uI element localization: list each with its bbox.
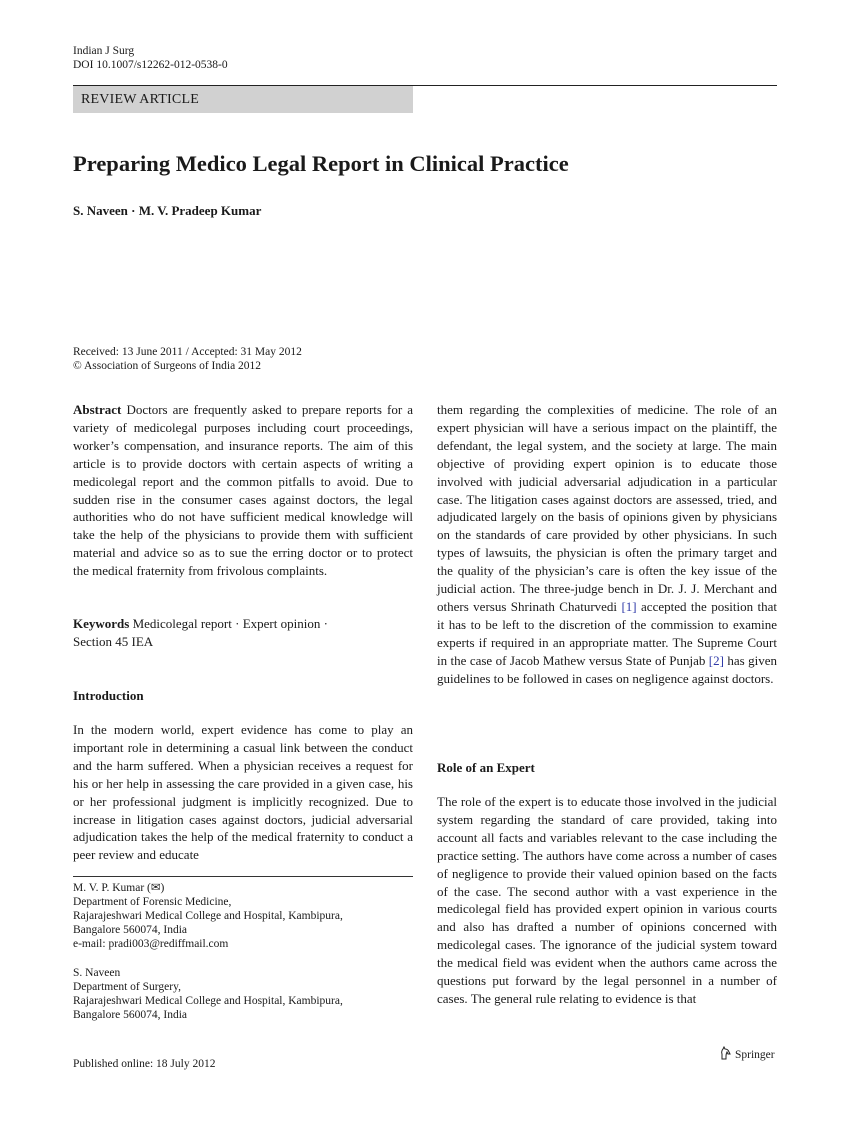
keywords-label: Keywords: [73, 616, 130, 631]
affiliation-2-city: Bangalore 560074, India: [73, 1009, 188, 1021]
affiliation-1: [73, 881, 413, 951]
author-list: S. Naveen · M. V. Pradeep Kumar: [73, 203, 262, 218]
introduction-text: [73, 721, 413, 864]
doi: DOI 10.1007/s12262-012-0538-0: [73, 59, 228, 71]
para1-part-a: them regarding the complexities of medicine. The role of an expert physician will have a serious impact on the plaintiff, the defendant, the legal system, and the society at large. The main objective of providing expert opinion is to educate those involved with judicial adversarial adjudication in a particular case. The litigation cases against doctors are assessed, tried, and adjudicated largely on the basis of opinions given by physicians on the standards of care provided by other physicians. In such types of lawsuits, the physician is often the primary target and the quality of the physician’s care is often the key issue of the judicial action. The three-judge bench in Dr. J. J. Merchant and others versus Shrinath Chaturvedi: [437, 402, 777, 614]
article-type-banner: REVIEW ARTICLE: [73, 86, 413, 113]
affiliation-1-dept: Department of Forensic Medicine,: [73, 896, 232, 908]
para1-part-b: accepted the position that it has to be left to the discretion of the commission to examine experts if required in an appropriate matter. The Supreme Court in the case of Jacob Mathew versus State of Punjab: [437, 598, 777, 668]
abstract: [73, 401, 413, 580]
keywords-line1: Medicolegal report · Expert opinion ·: [132, 616, 328, 631]
affiliation-2-name: S. Naveen: [73, 967, 121, 979]
reference-1-link[interactable]: [1]: [621, 598, 637, 614]
abstract-text: Doctors are frequently asked to prepare reports for a variety of medicolegal purposes including court proceedings, worker’s compensation, and insurance reports. The aim of this article is to provide doctors with certain aspects of writing a medicolegal report and the common pitfalls to avoid. Due to sudden rise in the consumer cases against doctors, the legal authorities who do not have sufficient medical knowledge will take the help of the physicians to provide them with sufficient material and advice so as to sue the erring doctor or to protect the medical fraternity from frivolous complaints.: [73, 402, 414, 579]
springer-logo: [719, 1046, 775, 1063]
role-of-expert-text: The role of the expert is to educate those involved in the judicial system regarding the standard of care provided, taking into account all facts and variables relevant to the case including the practice setting. The authors have come across a number of cases of negligence to provide their valued opinion based on the facts of the case. The second author with a vast experience in the medicolegal field has provided expert opinion in various courts and also has drafted a number of opinions concerned with medicolegal cases. The ignorance of the judicial system toward the medical field was evident when the authors came across the questions put forward by the legal personnel in a number of cases. The general rule relating to evidence is that: [437, 794, 777, 1006]
article-dates: [73, 345, 473, 373]
published-online: Published online: 18 July 2012: [73, 1058, 216, 1070]
springer-horse-icon: [719, 1046, 732, 1063]
copyright-text: Association of Surgeons of India 2012: [84, 360, 262, 372]
affiliation-1-email: e-mail: pradi003@rediffmail.com: [73, 938, 229, 950]
journal-name: Indian J Surg: [73, 45, 135, 57]
affiliation-2: [73, 966, 413, 1022]
abstract-label: Abstract: [73, 402, 122, 417]
footnote-rule: [73, 876, 413, 877]
para1-part-c: has given guidelines to be followed in cases on negligence against doctors.: [437, 652, 777, 686]
column-2-paragraph-2: [437, 793, 777, 1008]
affiliation-2-institution: Rajarajeshwari Medical College and Hospital, Kambipura,: [73, 995, 343, 1007]
article-title: Preparing Medico Legal Report in Clinical Practice: [73, 151, 569, 176]
affiliation-2-dept: Department of Surgery,: [73, 981, 181, 993]
introduction-paragraph: In the modern world, expert evidence has come to play an important role in determining a casual link between the conduct and the harm suffered. When a physician receives a request for his or her help in assessing the care provided in a given case, his or her professional judgment is implicitly recognized. Due to increase in litigation cases against doctors, judicial adversarial adjudication takes the help of the medical fraternity to conduct a peer review and educate: [73, 722, 413, 863]
springer-wordmark: Springer: [735, 1048, 775, 1061]
affiliation-1-name: M. V. P. Kumar (✉): [73, 882, 165, 894]
affiliation-1-city: Bangalore 560074, India: [73, 924, 188, 936]
keywords: [73, 615, 413, 651]
reference-2-link[interactable]: [2]: [708, 652, 724, 668]
received-accepted: Received: 13 June 2011 / Accepted: 31 May 2012: [73, 346, 302, 358]
keywords-line2: Section 45 IEA: [73, 634, 154, 649]
role-of-expert-heading: Role of an Expert: [437, 760, 535, 775]
copyright-line: [73, 359, 473, 373]
affiliation-1-institution: Rajarajeshwari Medical College and Hospital, Kambipura,: [73, 910, 343, 922]
journal-header: [73, 44, 228, 72]
column-2-paragraph-1: [437, 401, 777, 688]
introduction-heading: Introduction: [73, 688, 144, 703]
copyright-symbol: ©: [73, 360, 82, 372]
